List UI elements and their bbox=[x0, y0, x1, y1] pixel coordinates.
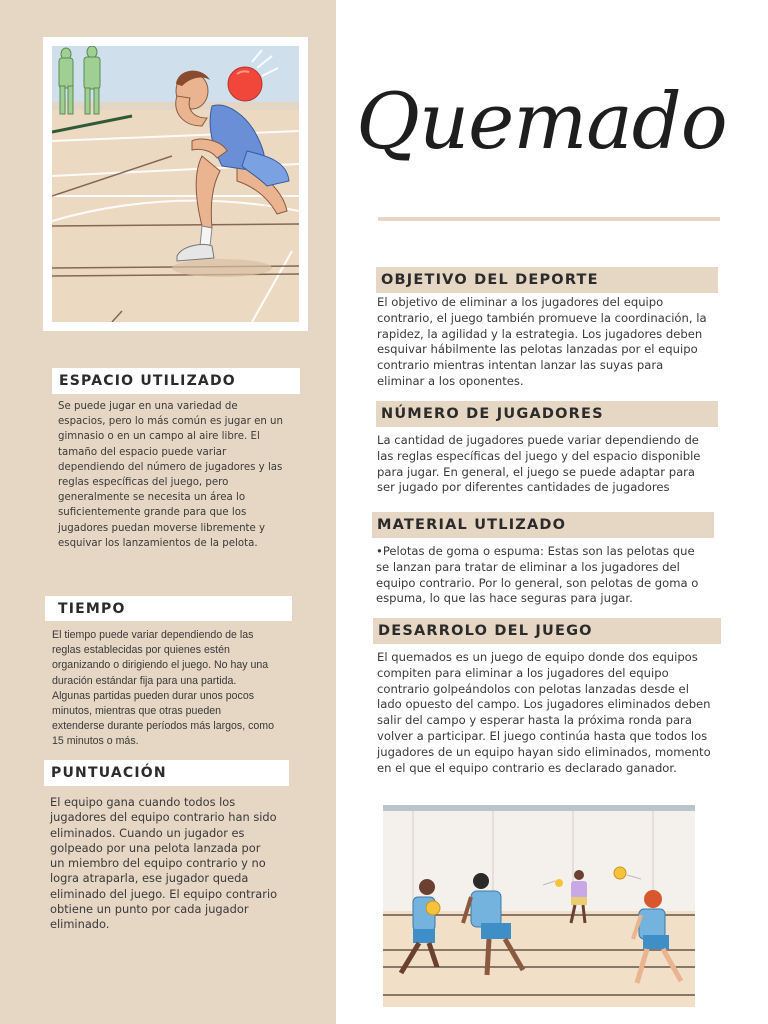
tiempo-heading-box bbox=[45, 596, 292, 621]
espacio-text: Se puede jugar en una variedad de espacios, pero lo más común es jugar en un gimnasio o en un campo al aire libre. El tamaño del espacio puede variar dependiendo del número de jugadores y las reglas específicas del juego, pero generalmente se necesita un área lo suficientemente grande para que los jugadores puedan moverse libremente y esquivar los lanzamientos de la pelota. bbox=[58, 401, 283, 549]
player-illustration-frame bbox=[43, 37, 308, 331]
page-title: Quemado bbox=[356, 77, 727, 167]
title-divider bbox=[378, 217, 720, 221]
puntuacion-heading: PUNTUACIÓN bbox=[51, 765, 167, 781]
objetivo-text: El objetivo de eliminar a los jugadores del equipo contrario, el juego también promueve la coordinación, la rapidez, la agilidad y la estrategia. Los jugadores deben esquivar hábilmente las pelotas lanzadas por el equipo contrario mientras intentan lanzar las suyas para eliminar a los oponentes. bbox=[377, 295, 707, 388]
material-text: •Pelotas de goma o espuma: Estas son las pelotas que se lanzan para tratar de eliminar a los jugadores del equipo contrario. Por lo general, son pelotas de goma o espuma, lo que las hace seguras para jugar. bbox=[376, 544, 699, 606]
numero-heading: NÚMERO DE JUGADORES bbox=[381, 406, 604, 422]
material-heading-box bbox=[372, 512, 714, 538]
puntuacion-heading-box bbox=[44, 760, 289, 786]
puntuacion-text: El equipo gana cuando todos los jugadores del equipo contrario han sido eliminados. Cuando un jugador es golpeado por una pelota lanzada por un miembro del equipo contrario y no logra atraparla, ese jugador queda eliminado del juego. El equipo contrario obtiene un punto por cada jugador eliminado. bbox=[50, 795, 278, 932]
tiempo-heading: TIEMPO bbox=[58, 600, 126, 617]
numero-heading-box bbox=[376, 401, 718, 427]
objetivo-heading-box bbox=[376, 267, 718, 293]
espacio-heading: ESPACIO UTILIZADO bbox=[59, 373, 236, 389]
desarrollo-heading-box bbox=[373, 618, 721, 644]
material-heading: MATERIAL UTLIZADO bbox=[377, 517, 567, 533]
tiempo-text: El tiempo puede variar dependiendo de las reglas establecidas por quienes estén organizando o dirigiendo el juego. No hay una duración estándar fija para una partida. Algunas partidas pueden durar unos pocos minutos, mientras que otras pueden extenderse durante períodos más largos, como 15 minutos o más. bbox=[52, 629, 275, 748]
desarrollo-text: El quemados es un juego de equipo donde dos equipos compiten para eliminar a los jugadores del equipo contrario golpeándolos con pelotas lanzadas desde el lado opuesto del campo. Los jugadores eliminados deben salir del campo y esperar hasta la próxima ronda para volver a participar. El juego continúa hasta que todos los jugadores de un equipo hayan sido eliminados, momento en el que el equipo contrario es declarado ganador. bbox=[377, 650, 711, 775]
objetivo-heading: OBJETIVO DEL DEPORTE bbox=[381, 272, 599, 288]
espacio-heading-box bbox=[52, 368, 300, 394]
dodging-player-illustration bbox=[52, 46, 299, 322]
numero-text: La cantidad de jugadores puede variar dependiendo de las reglas específicas del juego y del espacio disponible para jugar. En general, el juego se puede adaptar para ser jugado por diferentes cantidades de jugadores bbox=[377, 433, 701, 495]
desarrollo-heading: DESARROLO DEL JUEGO bbox=[378, 623, 593, 639]
gym-players-illustration bbox=[383, 805, 695, 1007]
